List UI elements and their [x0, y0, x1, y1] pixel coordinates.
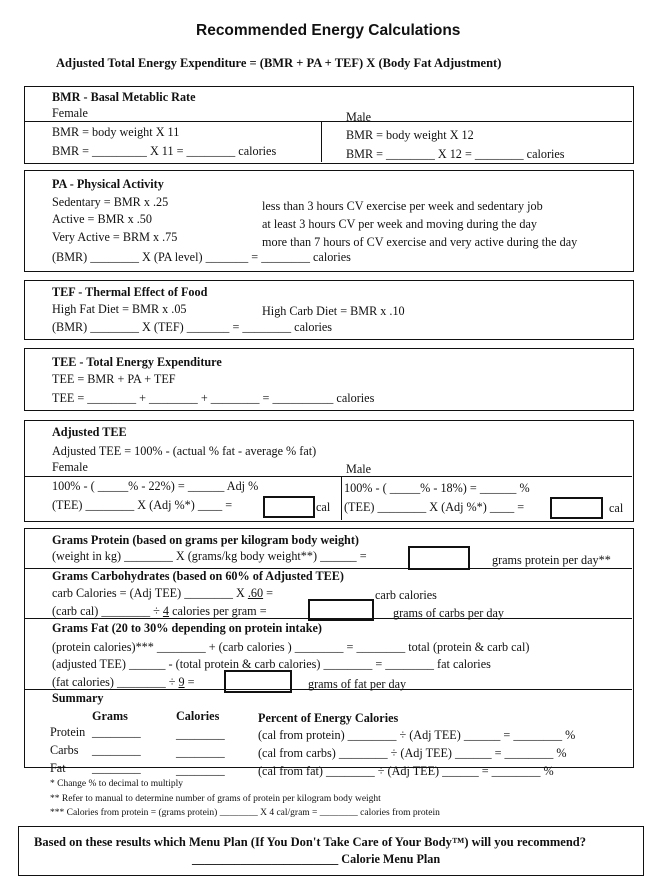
- summary-row-carbs-calories[interactable]: ________: [176, 745, 225, 759]
- carbs-calc1-factor: .60: [247, 586, 264, 600]
- carbs-calc2-text: (carb cal) ________ ÷: [52, 604, 160, 618]
- fat-calc1[interactable]: (protein calories)*** ________ + (carb calories ) ________ = ________ total (protein & carb cal): [52, 640, 530, 654]
- tef-high-carb: High Carb Diet = BMR x .10: [262, 304, 405, 318]
- fat-calc3-factor: 9: [178, 675, 185, 689]
- summary-row-protein-label: Protein: [50, 725, 86, 739]
- summary-row-protein-calc[interactable]: (cal from protein) ________ ÷ (Adj TEE) ______ = ________ %: [258, 728, 576, 742]
- menu-plan-question: Based on these results which Menu Plan (If You Don't Take Care of Your Body™) will you recommend?: [34, 835, 587, 849]
- summary-row-carbs-label: Carbs: [50, 743, 79, 757]
- carbs-calc2-text-b: calories per gram =: [172, 604, 267, 618]
- summary-row-fat-calc[interactable]: (cal from fat) ________ ÷ (Adj TEE) ______ = ________ %: [258, 764, 554, 778]
- pa-very-active: Very Active = BRM x .75: [52, 230, 178, 244]
- fat-calc3-result: grams of fat per day: [308, 677, 407, 691]
- pa-active: Active = BMR x .50: [52, 212, 152, 226]
- tef-high-fat: High Fat Diet = BMR x .05: [52, 302, 187, 316]
- tef-heading: TEF - Thermal Effect of Food: [52, 285, 208, 299]
- carbs-calc1-result: carb calories: [375, 588, 437, 602]
- adjusted-male-unit: cal: [609, 501, 624, 515]
- fat-calc3-eq: =: [187, 675, 195, 689]
- page-title: Recommended Energy Calculations: [196, 22, 461, 39]
- summary-col-percent: Percent of Energy Calories: [258, 711, 399, 725]
- protein-calc[interactable]: (weight in kg) ________ X (grams/kg body weight**) ______ =: [52, 549, 367, 563]
- tee-heading: TEE - Total Energy Expenditure: [52, 355, 222, 369]
- protein-result-label: grams protein per day**: [492, 553, 611, 567]
- summary-row-protein-calories[interactable]: ________: [176, 727, 225, 741]
- carbs-calc1-eq: =: [266, 586, 274, 600]
- summary-row-carbs-calc[interactable]: (cal from carbs) ________ ÷ (Adj TEE) ______ = ________ %: [258, 746, 567, 760]
- adjusted-male-answer-box[interactable]: [550, 497, 603, 519]
- summary-col-calories: Calories: [176, 709, 220, 723]
- adjusted-male-line2[interactable]: (TEE) ________ X (Adj %*) ____ =: [344, 500, 525, 514]
- menu-plan-section: [18, 826, 644, 876]
- tee-formula: TEE = BMR + PA + TEF: [52, 372, 176, 386]
- fat-calc3[interactable]: [52, 675, 195, 690]
- summary-row-protein-grams[interactable]: ________: [92, 725, 141, 739]
- carbs-calc2-result: grams of carbs per day: [393, 606, 504, 620]
- fat-answer-box[interactable]: [224, 670, 292, 693]
- fat-calc2[interactable]: (adjusted TEE) ______ - (total protein & carb calories) ________ = ________ fat calories: [52, 657, 491, 671]
- carbs-calc2[interactable]: [52, 604, 267, 619]
- summary-row-fat-grams[interactable]: ________: [92, 761, 141, 775]
- summary-heading: Summary: [52, 691, 104, 705]
- bmr-female-calc[interactable]: BMR = _________ X 11 = ________ calories: [52, 144, 277, 158]
- bmr-heading: BMR - Basal Metablic Rate: [52, 90, 196, 104]
- footnote-1: * Change % to decimal to multiply: [50, 779, 183, 789]
- carbs-calc2-factor: 4: [162, 604, 170, 618]
- pa-sedentary: Sedentary = BMR x .25: [52, 195, 169, 209]
- fat-calc3-text: (fat calories) ________ ÷: [52, 675, 176, 689]
- protein-answer-box[interactable]: [408, 546, 470, 570]
- summary-row-fat-calories[interactable]: ________: [176, 763, 225, 777]
- adjusted-tee-formula: Adjusted TEE = 100% - (actual % fat - average % fat): [52, 444, 317, 458]
- carbs-calc1-text: carb Calories = (Adj TEE) ________ X: [52, 586, 245, 600]
- pa-heading: PA - Physical Activity: [52, 177, 164, 191]
- main-formula: Adjusted Total Energy Expenditure = (BMR + PA + TEF) X (Body Fat Adjustment): [56, 56, 502, 70]
- adjusted-male-line1[interactable]: 100% - ( _____% - 18%) = ______ %: [344, 481, 530, 495]
- menu-plan-answer[interactable]: ________________________ Calorie Menu Plan: [192, 852, 441, 866]
- tef-calc[interactable]: (BMR) ________ X (TEF) _______ = ________ calories: [52, 320, 333, 334]
- footnote-3: *** Calories from protein = (grams protein) ________ X 4 cal/gram = ________ calories from protein: [50, 808, 440, 818]
- footnote-2: ** Refer to manual to determine number of grams of protein per kilogram body weight: [50, 794, 381, 804]
- tee-calc[interactable]: TEE = ________ + ________ + ________ = __________ calories: [52, 391, 375, 405]
- carbs-calc1[interactable]: [52, 586, 273, 601]
- bmr-male-formula: BMR = body weight X 12: [346, 128, 474, 142]
- bmr-male-label: Male: [346, 110, 372, 124]
- pa-very-active-desc: more than 7 hours of CV exercise and very active during the day: [262, 235, 578, 249]
- summary-row-fat-label: Fat: [50, 761, 66, 775]
- adjusted-male-label: Male: [346, 462, 372, 476]
- fat-heading: Grams Fat (20 to 30% depending on protein intake): [52, 621, 322, 635]
- carbs-heading: Grams Carbohydrates (based on 60% of Adjusted TEE): [52, 569, 344, 583]
- adjusted-female-unit: cal: [316, 500, 331, 514]
- pa-active-desc: at least 3 hours CV per week and moving during the day: [262, 217, 537, 231]
- carbs-answer-box[interactable]: [308, 599, 374, 621]
- bmr-male-calc[interactable]: BMR = ________ X 12 = ________ calories: [346, 147, 565, 161]
- pa-calc[interactable]: (BMR) ________ X (PA level) _______ = ________ calories: [52, 250, 351, 264]
- summary-row-carbs-grams[interactable]: ________: [92, 743, 141, 757]
- summary-col-grams: Grams: [92, 709, 128, 723]
- protein-heading: Grams Protein (based on grams per kilogram body weight): [52, 533, 359, 547]
- bmr-female-label: Female: [52, 106, 88, 120]
- adjusted-female-answer-box[interactable]: [263, 496, 315, 518]
- adjusted-female-label: Female: [52, 460, 88, 474]
- adjusted-female-line1[interactable]: 100% - ( _____% - 22%) = ______ Adj %: [52, 479, 259, 493]
- adjusted-tee-heading: Adjusted TEE: [52, 425, 127, 439]
- pa-sedentary-desc: less than 3 hours CV exercise per week and sedentary job: [262, 199, 543, 213]
- adjusted-female-line2[interactable]: (TEE) ________ X (Adj %*) ____ =: [52, 498, 233, 512]
- bmr-female-formula: BMR = body weight X 11: [52, 125, 180, 139]
